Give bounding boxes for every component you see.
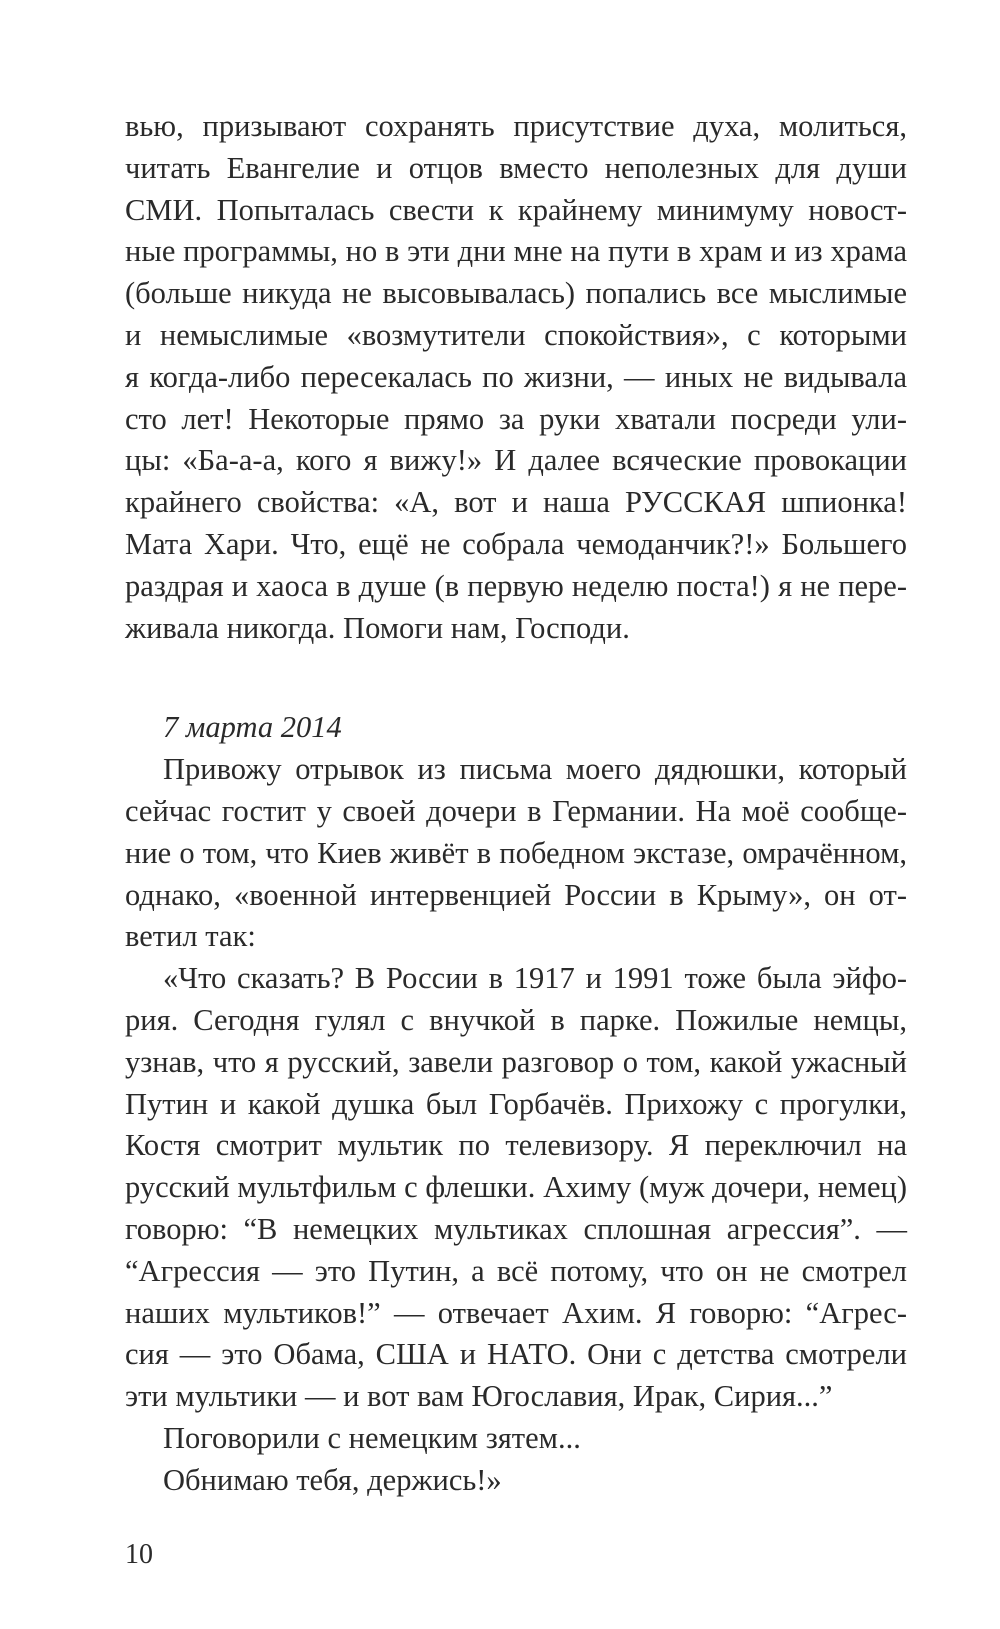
text-line: сия — это Обама, США и НАТО. Они с детства смотрели: [125, 1337, 907, 1372]
text-line: «Что сказать? В России в 1917 и 1991 тоже была эйфо-: [163, 961, 907, 996]
text-line: живала никогда. Помоги нам, Господи.: [125, 610, 630, 645]
intro-paragraph: [125, 749, 907, 958]
text-line: эти мультики — и вот вам Югославия, Ирак, Сирия...”: [125, 1379, 833, 1414]
letter-paragraph: [125, 958, 907, 1418]
text-line: раздрая и хаоса в душе (в первую неделю поста!) я не пере-: [125, 568, 907, 603]
page-text: [125, 106, 907, 1502]
text-line: СМИ. Попыталась свести к крайнему минимуму новост-: [125, 192, 907, 227]
text-line: Путин и какой душка был Горбачёв. Прихожу с прогулки,: [125, 1086, 907, 1121]
top-paragraph: [125, 106, 907, 649]
text-line: “Агрессия — это Путин, а всё потому, что он не смотрел: [125, 1253, 907, 1288]
text-line: Мата Хари. Что, ещё не собрала чемоданчик?!» Большего: [125, 526, 907, 561]
text-line: говорю: “В немецких мультиках сплошная агрессия”. —: [125, 1211, 907, 1246]
text-line: крайнего свойства: «А, вот и наша РУССКАЯ шпионка!: [125, 485, 907, 520]
text-line: сейчас гостит у своей дочери в Германии. На моё сообще-: [125, 793, 907, 828]
text-line: цы: «Ба-а-а, кого я вижу!» И далее всяческие провокации: [125, 443, 907, 478]
text-line: Привожу отрывок из письма моего дядюшки, который: [163, 752, 907, 787]
text-line: сто лет! Некоторые прямо за руки хватали посреди ули-: [125, 401, 907, 436]
text-line: наших мультиков!” — отвечает Ахим. Я говорю: “Агрес-: [125, 1295, 907, 1330]
text-line: вью, призывают сохранять присутствие духа, молиться,: [125, 109, 907, 143]
text-line: ветил так:: [125, 919, 256, 954]
closing-line: Поговорили с немецким зятем...: [163, 1420, 581, 1455]
page-number: 10: [125, 1539, 153, 1570]
text-line: я когда-либо пересекалась по жизни, — иных не видывала: [125, 359, 907, 394]
text-line: читать Евангелие и отцов вместо неполезных для души: [125, 150, 907, 185]
text-line: рия. Сегодня гулял с внучкой в парке. Пожилые немцы,: [125, 1002, 907, 1037]
text-line: ные программы, но в эти дни мне на пути в храм и из храма: [125, 234, 907, 269]
text-line: Костя смотрит мультик по телевизору. Я переключил на: [125, 1128, 907, 1163]
text-line: однако, «военной интервенцией России в Крыму», он от-: [125, 877, 907, 912]
text-line: ние о том, что Киев живёт в победном экстазе, омрачённом,: [125, 835, 907, 870]
text-line: русский мультфильм с флешки. Ахиму (муж дочери, немец): [125, 1170, 907, 1205]
text-line: узнав, что я русский, завели разговор о том, какой ужасный: [125, 1044, 907, 1079]
text-line: (больше никуда не высовывалась) попались все мыслимые: [125, 276, 907, 311]
text-line: и немыслимые «возмутители спокойствия», с которыми: [125, 317, 907, 352]
entry-date: 7 марта 2014: [163, 710, 342, 745]
closing-line: Обнимаю тебя, держись!»: [163, 1462, 502, 1497]
